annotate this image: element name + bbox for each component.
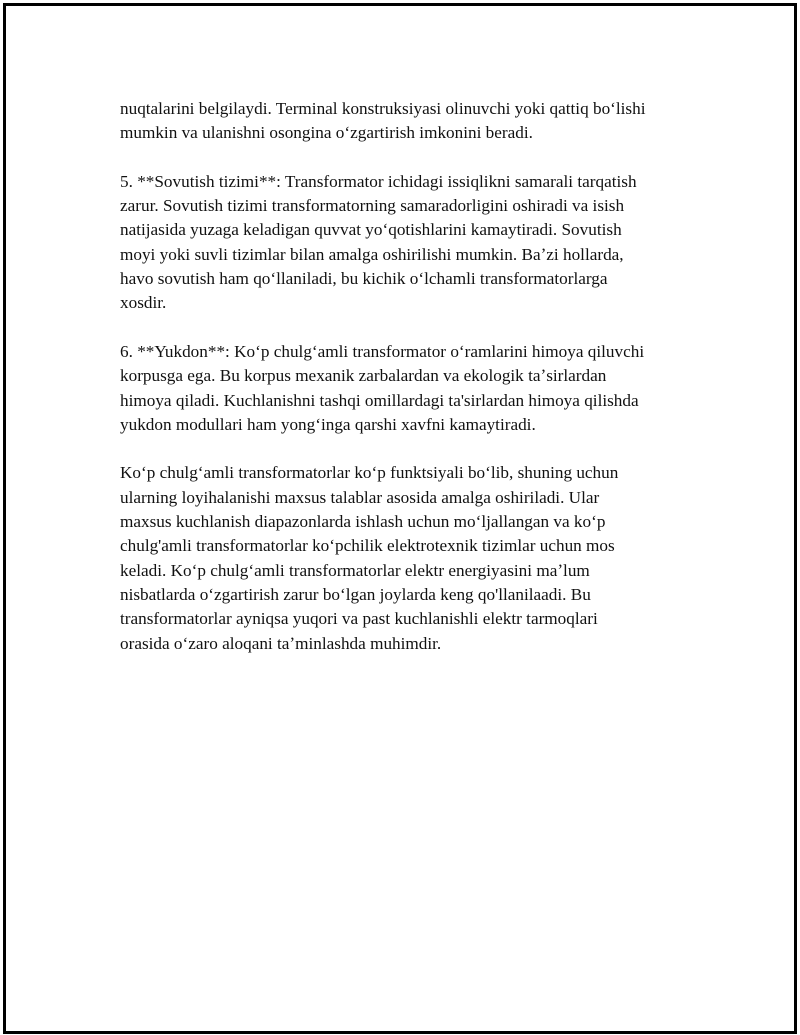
text-line: 6. **Yukdon**: Koʻp chulgʻamli transformator oʻramlarini himoya qiluvchi [120,341,645,361]
text-line: Koʻp chulgʻamli transformatorlar koʻp funktsiyali boʻlib, shuning uchun [120,463,619,483]
paragraph-cooling-system [120,170,710,316]
text-line: xosdir. [120,293,167,313]
text-line: 5. **Sovutish tizimi**: Transformator ichidagi issiqlikni samarali tarqatish [120,171,637,191]
text-line: chulg'amli transformatorlar koʻpchilik elektrotexnik tizimlar uchun mos [120,536,615,556]
text-line: yukdon modullari ham yongʻinga qarshi xavfni kamaytiradi. [120,414,536,434]
text-line: maxsus kuchlanish diapazonlarda ishlash uchun moʻljallangan va koʻp [120,512,606,532]
text-line: ularning loyihalanishi maxsus talablar asosida amalga oshiriladi. Ular [120,487,600,507]
text-line: keladi. Koʻp chulgʻamli transformatorlar elektr energiyasini maʼlum [120,560,590,580]
page-frame [3,3,797,1034]
paragraph-yukdon [120,340,710,437]
text-line: transformatorlar ayniqsa yuqori va past kuchlanishli elektr tarmoqlari [120,609,598,629]
text-line: zarur. Sovutish tizimi transformatorning samaradorligini oshiradi va isish [120,196,625,216]
paragraph-terminal [120,97,710,146]
text-line: korpusga ega. Bu korpus mexanik zarbalardan va ekologik taʼsirlardan [120,366,607,386]
paragraph-summary [120,461,710,655]
text-line: moyi yoki suvli tizimlar bilan amalga oshirilishi mumkin. Baʼzi hollarda, [120,244,624,264]
text-line: himoya qiladi. Kuchlanishni tashqi omillardagi ta'sirlardan himoya qilishda [120,390,639,410]
text-line: natijasida yuzaga keladigan quvvat yoʻqotishlarini kamaytiradi. Sovutish [120,220,622,240]
text-line: havo sovutish ham qoʻllaniladi, bu kichik oʻlchamli transformatorlarga [120,269,608,289]
text-line: nisbatlarda oʻzgartirish zarur boʻlgan joylarda keng qo'llanilaadi. Bu [120,584,591,604]
text-line: mumkin va ulanishni osongina oʻzgartirish imkonini beradi. [120,123,533,143]
text-line: nuqtalarini belgilaydi. Terminal konstruksiyasi olinuvchi yoki qattiq boʻlishi [120,99,646,118]
text-line: orasida oʻzaro aloqani taʼminlashda muhimdir. [120,633,442,653]
document-body [120,97,710,680]
